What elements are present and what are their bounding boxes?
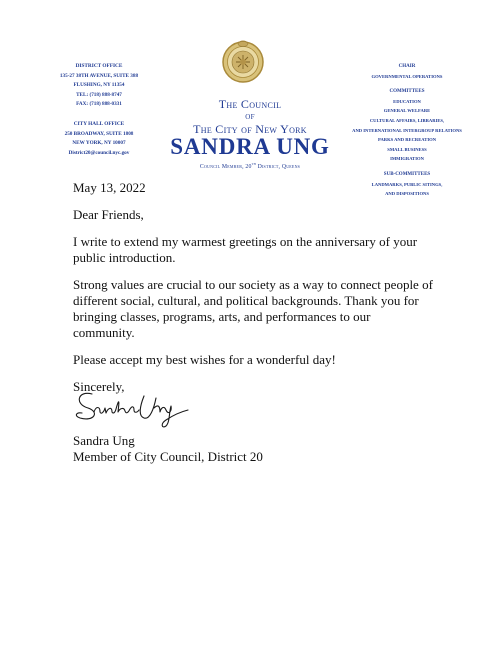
district-office-address-line: 135-27 38TH AVENUE, SUITE 388 — [59, 72, 139, 79]
district-office-fax: FAX: (718) 888-0331 — [76, 101, 122, 108]
chair-item: GOVERNMENTAL OPERATIONS — [371, 73, 443, 79]
committees-column — [342, 62, 472, 199]
signer-name: Sandra Ung — [73, 433, 135, 448]
committee-item: AND INTERNATIONAL INTERGROUP RELATIONS — [352, 127, 462, 133]
committees-title: COMMITTEES — [389, 89, 425, 95]
letter-body — [73, 180, 433, 395]
city-hall-address-line: NEW YORK, NY 10007 — [72, 140, 126, 147]
council-member-name: SANDRA UNG — [170, 134, 330, 159]
subcommittee-item: LANDMARKS, PUBLIC SITINGS, — [371, 181, 443, 187]
chair-title: CHAIR — [398, 64, 416, 69]
subcommittee-item: AND DISPOSITIONS — [385, 191, 429, 197]
letter-date: May 13, 2022 — [73, 180, 146, 195]
letter-salutation: Dear Friends, — [73, 207, 144, 222]
committee-item: GENERAL WELFARE — [383, 108, 431, 114]
council-heading-line2: of — [245, 111, 255, 122]
city-seal-icon — [219, 37, 267, 85]
council-member-subtitle: Council Member, 20th District, Queens — [199, 161, 301, 170]
committee-item: SMALL BUSINESS — [387, 146, 427, 152]
committee-item: CULTURAL AFFAIRS, LIBRARIES, — [369, 117, 445, 123]
letter-paragraph: Please accept my best wishes for a wonderful day! — [73, 352, 336, 367]
handwritten-signature — [70, 382, 200, 430]
office-contact-column — [40, 62, 158, 158]
district-office-title: DISTRICT OFFICE — [75, 63, 123, 69]
signer-block — [73, 433, 263, 465]
district-office-address-line: FLUSHING, NY 11354 — [73, 82, 125, 89]
city-hall-address-line: 250 BROADWAY, SUITE 1808 — [64, 130, 134, 137]
subcommittees-title: SUB-COMMITTEES — [383, 171, 431, 177]
letter-paragraph: Strong values are crucial to our society as a way to connect people of different social, cultural, and political backgrounds. Thank you for bringing classes, programs, arts, and performances to our community. — [73, 277, 433, 340]
city-hall-office-title: CITY HALL OFFICE — [73, 120, 125, 127]
committee-item: PARKS AND RECREATION — [377, 137, 437, 143]
council-heading-line3: The City of New York — [193, 122, 307, 136]
district-office-phone: TEL: (718) 888-8747 — [76, 91, 122, 98]
email-address: District20@council.nyc.gov — [68, 149, 130, 156]
letter-closing: Sincerely, — [73, 379, 125, 394]
committee-item: EDUCATION — [393, 98, 421, 104]
letter-paragraph: I write to extend my warmest greetings on the anniversary of your public introduction. — [73, 234, 418, 265]
council-heading-line1: The Council — [218, 97, 282, 111]
committee-item: IMMIGRATION — [390, 156, 424, 162]
signer-title: Member of City Council, District 20 — [73, 449, 263, 464]
